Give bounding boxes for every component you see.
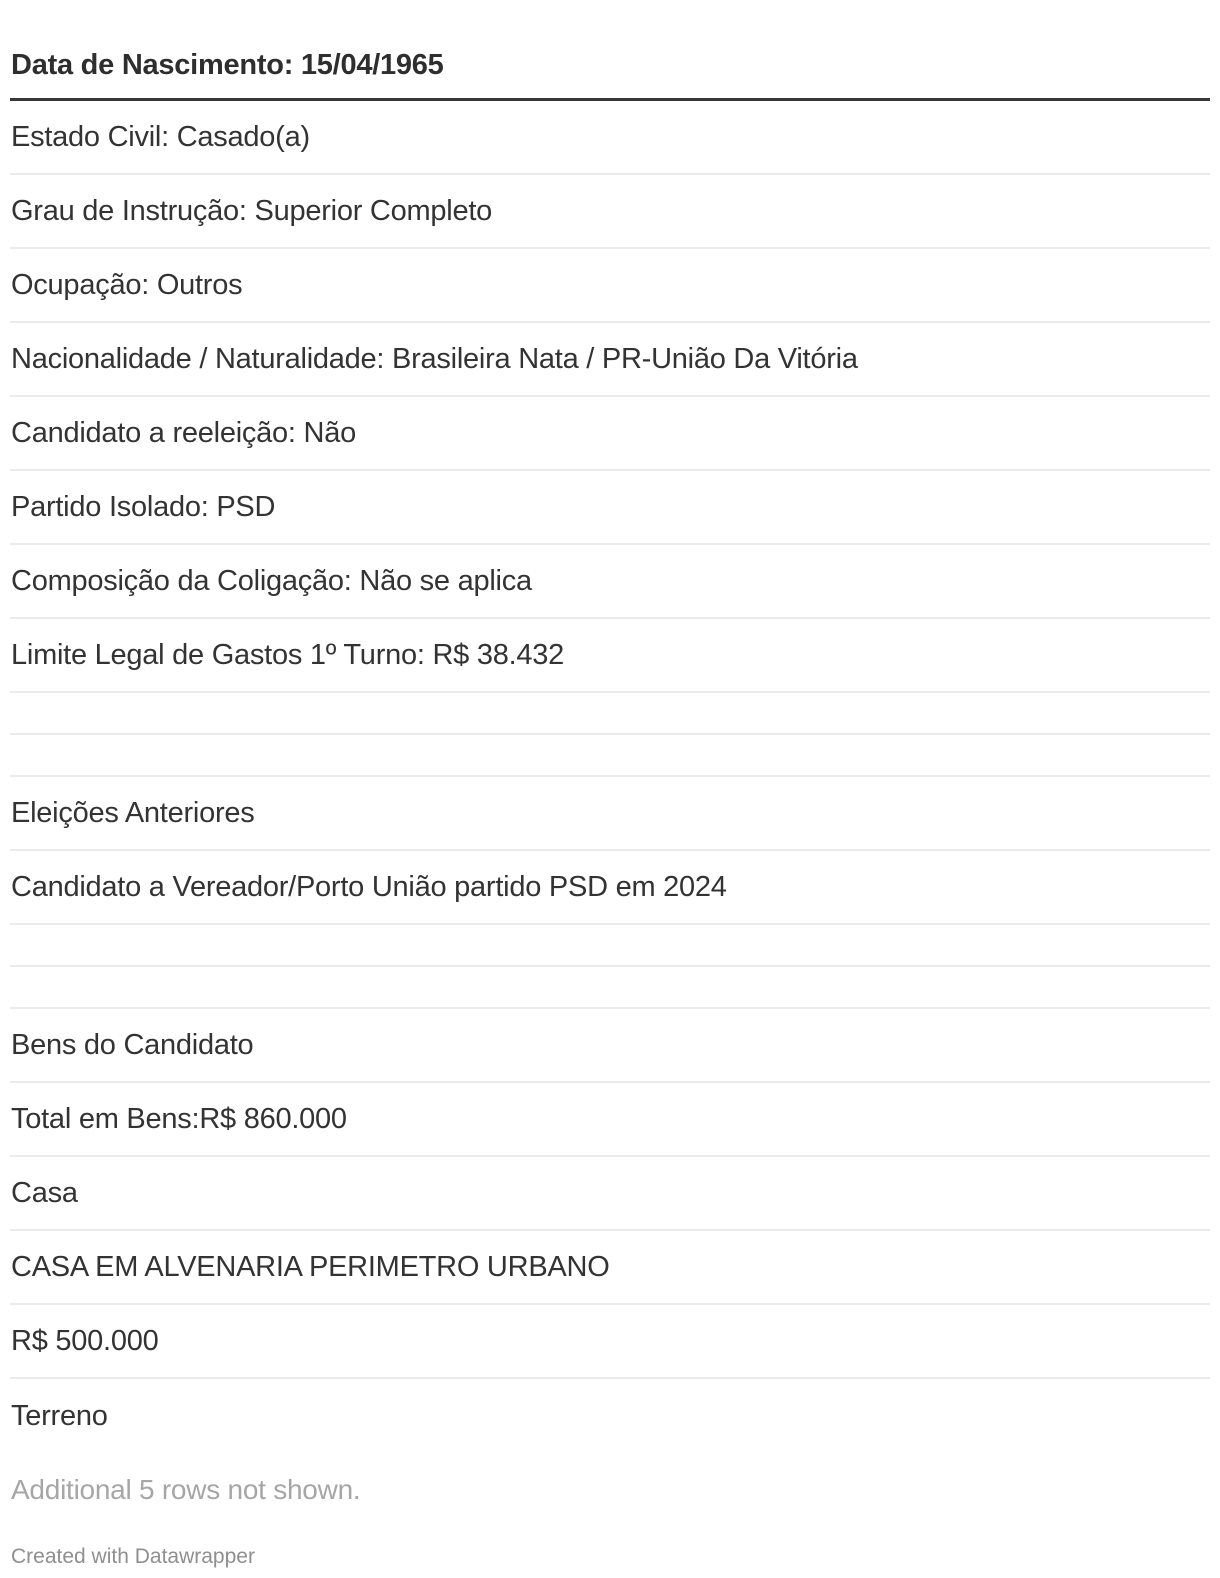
table-row <box>10 967 1210 1009</box>
table-cell-text: Composição da Coligação: Não se aplica <box>11 565 532 597</box>
table-row <box>10 925 1210 967</box>
table-cell-text: Eleições Anteriores <box>11 797 255 829</box>
table-row <box>10 851 1210 925</box>
table-row <box>10 1379 1210 1453</box>
table-row <box>10 1083 1210 1157</box>
rows-not-shown-note: Additional 5 rows not shown. <box>11 1474 361 1505</box>
table-row <box>10 1305 1210 1379</box>
table-row <box>10 397 1210 471</box>
table-row <box>10 735 1210 777</box>
datawrapper-attribution-link[interactable]: Created with Datawrapper <box>11 1545 255 1568</box>
table-cell-text: Ocupação: Outros <box>11 269 243 301</box>
table-body <box>10 101 1210 1453</box>
table-row <box>10 1157 1210 1231</box>
table-cell-text: Bens do Candidato <box>11 1029 254 1061</box>
table-cell-text: Partido Isolado: PSD <box>11 491 276 523</box>
table-row <box>10 1009 1210 1083</box>
table-row <box>10 777 1210 851</box>
table-cell-text: Terreno <box>11 1400 108 1432</box>
table-header: Data de Nascimento: 15/04/1965 <box>10 0 1210 101</box>
table-row <box>10 619 1210 693</box>
table-row <box>10 1231 1210 1305</box>
table-cell-text: Casa <box>11 1177 78 1209</box>
table-cell-text: Estado Civil: Casado(a) <box>11 121 310 153</box>
table-row <box>10 545 1210 619</box>
table-cell-text: Grau de Instrução: Superior Completo <box>11 195 493 227</box>
table-cell-text: Limite Legal de Gastos 1º Turno: R$ 38.432 <box>11 639 565 671</box>
attribution-bar <box>10 1509 1210 1570</box>
table-row <box>10 175 1210 249</box>
table-row <box>10 249 1210 323</box>
table-cell-text: R$ 500.000 <box>11 1325 159 1357</box>
table-row <box>10 693 1210 735</box>
table-row <box>10 471 1210 545</box>
table-cell-text: Candidato a reeleição: Não <box>11 417 356 449</box>
table-cell-text: Nacionalidade / Naturalidade: Brasileira Nata / PR-União Da Vitória <box>11 343 858 375</box>
table-row <box>10 323 1210 397</box>
table-cell-text: Candidato a Vereador/Porto União partido PSD em 2024 <box>11 871 727 903</box>
table-cell-text: Total em Bens:R$ 860.000 <box>11 1103 347 1135</box>
table-row <box>10 101 1210 175</box>
table-cell-text: CASA EM ALVENARIA PERIMETRO URBANO <box>11 1251 610 1283</box>
